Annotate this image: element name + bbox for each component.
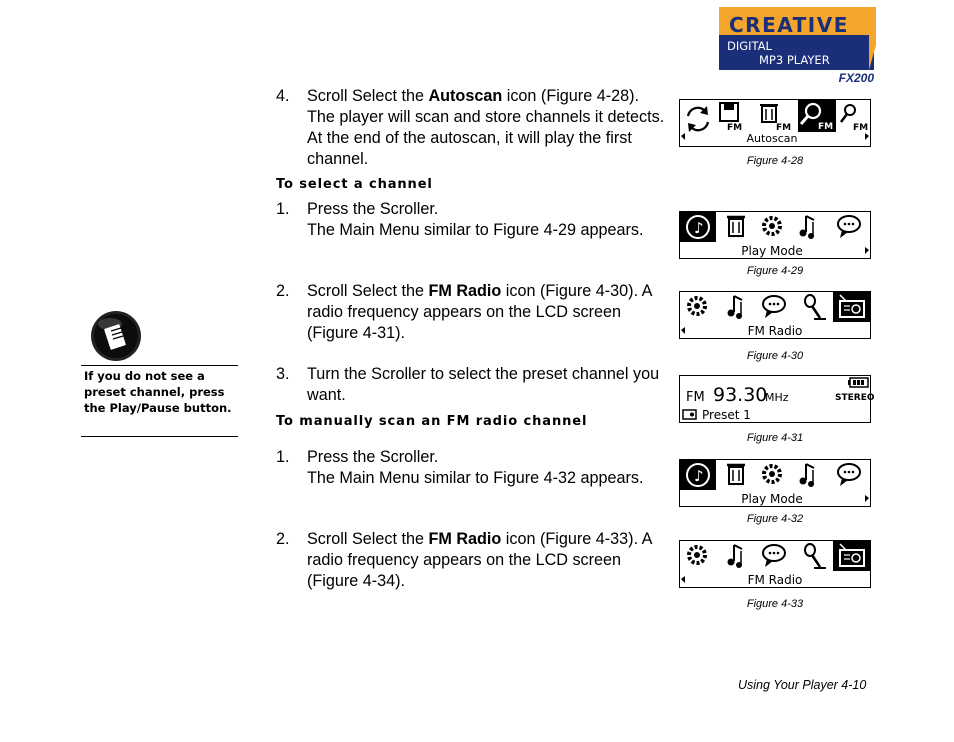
lcd-figure-4-31 bbox=[679, 375, 875, 423]
step-text: Scroll Select the FM Radio icon (Figure 4-33). A radio frequency appears on the LCD screen (Figure 4-34). bbox=[307, 530, 652, 590]
speech-bubble-icon bbox=[838, 216, 860, 238]
caption-4-30: Figure 4-30 bbox=[746, 350, 804, 362]
lcd-figure-4-29 bbox=[679, 211, 871, 259]
logo-brand: CREATIVE bbox=[729, 13, 849, 37]
trash-icon bbox=[727, 217, 745, 236]
battery-icon bbox=[848, 378, 868, 387]
gear-icon bbox=[689, 298, 705, 314]
note-rule-bottom bbox=[81, 436, 238, 437]
speech-bubble-icon bbox=[763, 545, 785, 567]
radio-icon bbox=[833, 541, 870, 571]
gear-icon bbox=[764, 218, 780, 234]
step-number: 1. bbox=[276, 448, 290, 466]
stereo-indicator: STEREO bbox=[835, 393, 875, 403]
heading-select-channel: To select a channel bbox=[276, 177, 433, 192]
band-label: FM bbox=[686, 390, 705, 405]
step-text: Press the Scroller. The Main Menu similar to Figure 4-32 appears. bbox=[307, 448, 644, 487]
gear-icon bbox=[764, 466, 780, 482]
speech-bubble-icon bbox=[763, 296, 785, 318]
heading-manual-scan: To manually scan an FM radio channel bbox=[276, 414, 588, 429]
lcd-figure-4-30 bbox=[679, 291, 871, 339]
caption-4-31: Figure 4-31 bbox=[746, 432, 804, 444]
svg-text:FM: FM bbox=[776, 123, 792, 133]
radio-icon bbox=[683, 410, 696, 419]
note-rule-top bbox=[81, 365, 238, 366]
music-note-icon bbox=[680, 212, 716, 242]
note-icon bbox=[90, 310, 142, 367]
step-number: 3. bbox=[276, 365, 290, 383]
fm-radio-term: FM Radio bbox=[428, 530, 502, 548]
lcd-label: FM Radio bbox=[747, 324, 803, 338]
lcd-figure-4-33 bbox=[679, 540, 871, 588]
scroll-right-arrow bbox=[865, 247, 869, 254]
lcd-label: Play Mode bbox=[741, 244, 803, 258]
notes-icon bbox=[800, 216, 815, 239]
caption-4-28: Figure 4-28 bbox=[746, 155, 804, 167]
refresh-icon bbox=[688, 106, 708, 132]
trash-icon bbox=[727, 465, 745, 484]
speech-bubble-icon bbox=[838, 464, 860, 486]
creative-logo bbox=[719, 7, 876, 70]
svg-text:FM: FM bbox=[853, 123, 869, 133]
frequency-unit: MHz bbox=[765, 391, 789, 404]
step-text: Press the Scroller. The Main Menu similar to Figure 4-29 appears. bbox=[307, 200, 644, 239]
autoscan-term: Autoscan bbox=[428, 87, 503, 105]
notes-icon bbox=[800, 464, 815, 487]
step-text: Scroll Select the FM Radio icon (Figure 4-30). A radio frequency appears on the LCD screen (Figure 4-31). bbox=[307, 282, 652, 342]
logo-model: FX200 bbox=[838, 71, 874, 85]
notes-icon bbox=[728, 296, 743, 319]
caption-4-32: Figure 4-32 bbox=[746, 513, 804, 525]
svg-text:FM: FM bbox=[818, 122, 834, 132]
scroll-left-arrow bbox=[681, 133, 685, 140]
svg-text:♪: ♪ bbox=[694, 467, 704, 485]
notes-icon bbox=[728, 545, 743, 568]
lcd-label: Autoscan bbox=[746, 132, 798, 145]
radio-icon bbox=[833, 292, 870, 322]
step-number: 1. bbox=[276, 200, 290, 218]
lcd-figure-4-28 bbox=[679, 99, 871, 147]
microphone-icon bbox=[805, 544, 826, 568]
delete-fm-icon bbox=[760, 105, 791, 133]
page-footer: Using Your Player 4-10 bbox=[738, 678, 867, 692]
save-fm-icon bbox=[720, 103, 742, 133]
scroll-left-arrow bbox=[681, 327, 685, 334]
fm-radio-term: FM Radio bbox=[428, 282, 502, 300]
preset-label: Preset 1 bbox=[702, 408, 751, 422]
svg-text:♪: ♪ bbox=[694, 219, 704, 237]
lcd-label: Play Mode bbox=[741, 492, 803, 506]
lcd-label: FM Radio bbox=[747, 573, 803, 587]
manual-scan-fm-icon bbox=[841, 105, 868, 133]
microphone-icon bbox=[805, 295, 826, 319]
step-number: 4. bbox=[276, 87, 290, 105]
svg-text:FM: FM bbox=[727, 123, 743, 133]
frequency-readout: 93.30 bbox=[713, 384, 768, 406]
scroll-left-arrow bbox=[681, 576, 685, 583]
step-text: Scroll Select the Autoscan icon (Figure 4-28). The player will scan and store channels it detects. At the end of the autoscan, it will play the first channel. bbox=[307, 87, 665, 168]
gear-icon bbox=[689, 547, 705, 563]
autoscan-fm-icon bbox=[798, 100, 836, 132]
logo-line1: DIGITAL bbox=[727, 39, 772, 53]
scroll-right-arrow bbox=[865, 495, 869, 502]
step-number: 2. bbox=[276, 530, 290, 548]
step-text: Turn the Scroller to select the preset channel you want. bbox=[307, 365, 660, 404]
note-text: If you do not see a preset channel, press the Play/Pause button. bbox=[84, 369, 232, 415]
music-note-icon bbox=[680, 460, 716, 490]
logo-line2: MP3 PLAYER bbox=[759, 53, 830, 67]
lcd-figure-4-32 bbox=[679, 459, 871, 507]
caption-4-29: Figure 4-29 bbox=[746, 265, 804, 277]
step-number: 2. bbox=[276, 282, 290, 300]
caption-4-33: Figure 4-33 bbox=[746, 598, 804, 610]
scroll-right-arrow bbox=[865, 133, 869, 140]
